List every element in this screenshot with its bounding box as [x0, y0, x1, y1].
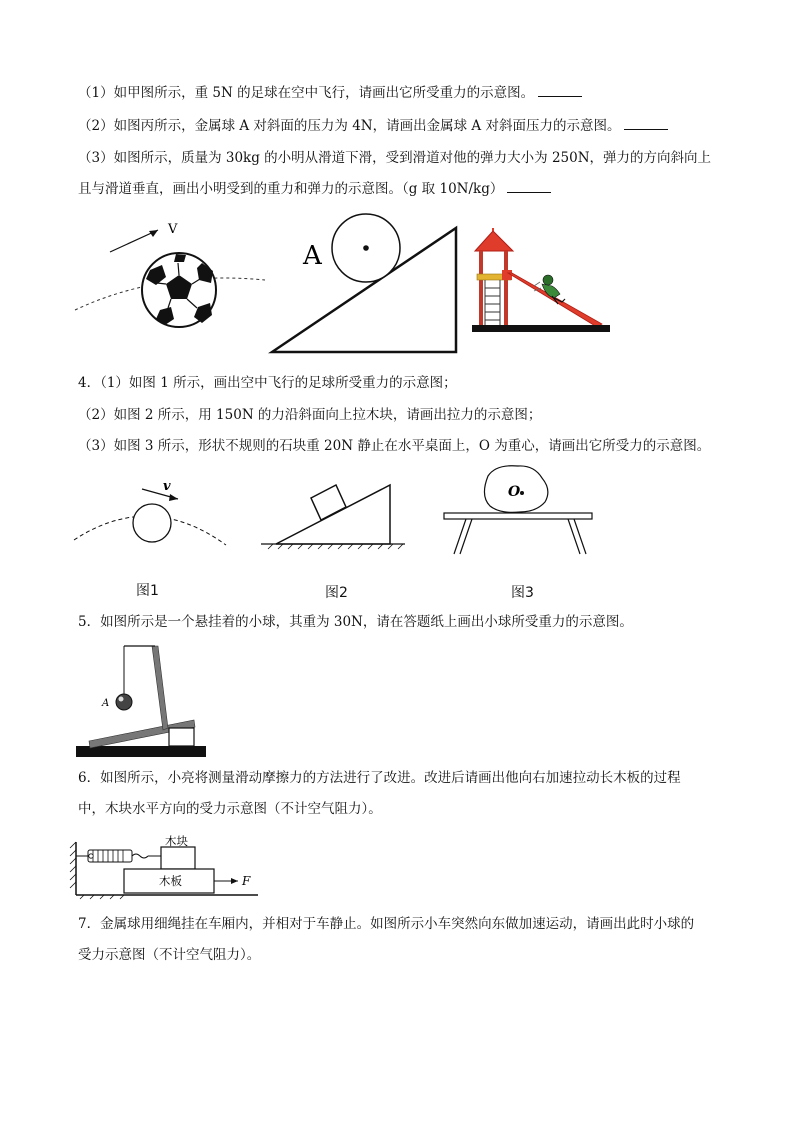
answer-blank[interactable] — [624, 117, 668, 130]
figure-2-caption: 图2 — [325, 585, 348, 601]
force-label: F — [242, 874, 251, 888]
answer-blank[interactable] — [538, 84, 582, 97]
scale-hook — [132, 854, 148, 858]
slide-roof — [475, 231, 513, 251]
q6-line1: 6．如图所示，小亮将测量滑动摩擦力的方法进行了改进。改进后请画出他向右加速拉动长木板的过程 — [78, 770, 681, 786]
wooden-block — [161, 847, 195, 869]
figure-3-caption: 图3 — [511, 585, 534, 601]
q4-part3: （3）如图 3 所示，形状不规则的石块重 20N 静止在水平桌面上，O 为重心，请画出它所受力的示意图。 — [78, 438, 711, 454]
hanging-ball — [116, 694, 132, 710]
ball-circle — [133, 504, 171, 542]
q4-intro: 4．（1）如图 1 所示，画出空中飞行的足球所受重力的示意图； — [78, 375, 457, 391]
q7-line1: 7．金属球用细绳挂在车厢内，并相对于车静止。如图所示小车突然向东做加速运动，请画出此时小球的 — [78, 916, 695, 932]
support-block — [169, 728, 194, 746]
velocity-label: V — [168, 222, 178, 237]
figure-3-rock-table — [440, 462, 600, 557]
q3-part2: （2）如图丙所示，金属球 A 对斜面的压力为 4N，请画出金属球 A 对斜面压力的示意图。 — [78, 116, 668, 136]
q5-text: 5．如图所示是一个悬挂着的小球，其重为 30N，请在答题纸上画出小球所受重力的示意图。 — [78, 614, 633, 630]
force-arrowhead — [231, 878, 238, 884]
football-figure — [70, 215, 275, 335]
slide-ladder — [485, 280, 500, 325]
figure-1-caption: 图1 — [136, 583, 159, 599]
center-of-gravity-label: O — [508, 484, 521, 500]
q4-part2: （2）如图 2 所示，用 150N 的力沿斜面向上拉木块，请画出拉力的示意图； — [78, 407, 542, 423]
q3-part1: （1）如甲图所示，重 5N 的足球在空中飞行，请画出它所受重力的示意图。 — [78, 83, 582, 103]
ball-label-a: A — [303, 241, 322, 271]
q7-line2: 受力示意图（不计空气阻力）。 — [78, 947, 261, 963]
board-label: 木板 — [159, 874, 182, 888]
slide-figure — [470, 228, 615, 338]
wall-hatching — [70, 842, 76, 888]
slide-post-left — [479, 251, 483, 325]
table-legs — [454, 519, 586, 554]
support-pole — [152, 646, 168, 730]
answer-blank[interactable] — [507, 180, 551, 193]
ball-center-dot — [363, 245, 369, 251]
figure-1-ball — [70, 475, 230, 550]
hanging-ball-figure — [74, 640, 209, 760]
velocity-label: v — [163, 479, 171, 494]
velocity-arrowhead — [169, 494, 178, 501]
figure-2-incline — [258, 480, 408, 550]
ball-label-a: A — [102, 698, 110, 709]
q3-part3-line1: （3）如图所示，质量为 30kg 的小明从滑道下滑，受到滑道对他的弹力大小为 250N，弹力的方向斜向上 — [78, 150, 712, 166]
wooden-block — [311, 485, 346, 520]
base-board — [76, 746, 206, 757]
soccer-ball-icon — [142, 253, 216, 327]
q6-line2: 中，木块水平方向的受力示意图（不计空气阻力）。 — [78, 801, 382, 817]
friction-experiment-figure — [68, 832, 268, 900]
slide-ground — [472, 325, 610, 332]
q3-part3-line2: 且与滑道垂直，画出小明受到的重力和弹力的示意图。（g 取 10N/kg） — [78, 179, 551, 199]
table-top — [444, 513, 592, 519]
spring-scale — [88, 850, 132, 862]
center-of-gravity-dot — [520, 491, 524, 495]
ball-highlight — [119, 697, 124, 702]
incline-ball-figure — [268, 208, 463, 358]
block-label: 木块 — [165, 834, 188, 848]
slide-post-right — [504, 251, 508, 325]
